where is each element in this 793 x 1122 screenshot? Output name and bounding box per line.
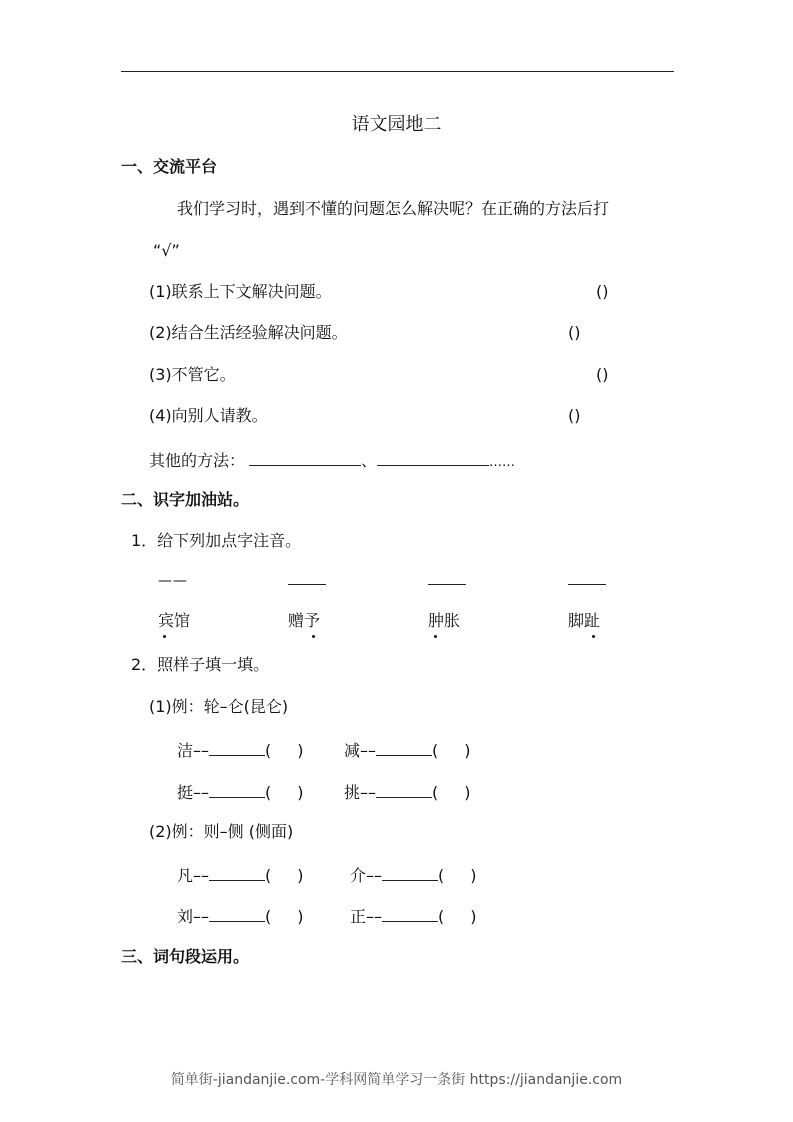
emphasis-dot-2 (312, 635, 315, 638)
other-methods-separator: 、 (361, 451, 378, 470)
paren-close: ) (470, 866, 477, 885)
fill-row (177, 907, 304, 925)
option-1-checkbox-paren[interactable]: () (596, 282, 609, 301)
paren-close: ) (464, 741, 471, 760)
base-char: 刘 (177, 907, 194, 926)
option-1-label: (1)联系上下文解决问题。 (149, 282, 332, 301)
fill-row (350, 866, 477, 884)
paren-open: ( (432, 783, 439, 802)
paren-open: ( (265, 907, 272, 926)
paren-open: ( (438, 907, 445, 926)
base-char: 正 (350, 907, 367, 926)
dash: –– (366, 866, 383, 885)
dash: –– (193, 741, 210, 760)
dash: –– (366, 907, 383, 926)
option-3-label: (3)不管它。 (149, 365, 236, 384)
option-2-label: (2)结合生活经验解决问题。 (149, 323, 348, 342)
fill-row (344, 783, 471, 801)
base-char: 减 (344, 741, 361, 760)
word-4: 脚趾 (568, 611, 601, 630)
other-methods-line (149, 451, 515, 469)
base-char: 洁 (177, 741, 194, 760)
paren-open: ( (265, 783, 272, 802)
emphasis-dot-1 (163, 635, 166, 638)
char-blank[interactable] (382, 866, 438, 881)
other-methods-ellipsis: …… (489, 455, 516, 470)
page-title: 语文园地二 (351, 114, 442, 135)
fill-row (344, 741, 471, 759)
section-1-heading: 一、交流平台 (121, 157, 218, 176)
option-3-checkbox-paren[interactable]: () (596, 365, 609, 384)
char-blank[interactable] (209, 907, 265, 922)
paren-open: ( (432, 741, 439, 760)
emphasis-dot-3 (434, 635, 437, 638)
section-1-intro-line-2: “√” (153, 241, 180, 260)
pinyin-blank-3[interactable] (428, 584, 466, 585)
char-blank[interactable] (376, 741, 432, 756)
char-blank[interactable] (382, 907, 438, 922)
fill-row (177, 783, 304, 801)
base-char: 介 (350, 866, 367, 885)
other-method-blank-1[interactable] (249, 451, 361, 466)
char-blank[interactable] (209, 866, 265, 881)
paren-close: ) (470, 907, 477, 926)
fill-row (177, 741, 304, 759)
option-4-label: (4)向别人请教。 (149, 406, 268, 425)
other-methods-label: 其他的方法： (149, 451, 246, 470)
emphasis-dot-4 (592, 635, 595, 638)
part-2-example: (2)例：则–侧 (侧面) (149, 822, 294, 841)
paren-close: ) (297, 741, 304, 760)
paren-close: ) (297, 783, 304, 802)
dash: –– (193, 907, 210, 926)
dash: –– (193, 783, 210, 802)
word-1: 宾馆 (158, 611, 191, 630)
paren-open: ( (265, 866, 272, 885)
word-3: 肿胀 (428, 611, 461, 630)
header-rule (121, 71, 674, 72)
question-2-prompt: 2．照样子填一填。 (131, 655, 270, 674)
pinyin-blank-2[interactable] (288, 584, 326, 585)
base-char: 凡 (177, 866, 194, 885)
pinyin-blank-4[interactable] (568, 584, 606, 585)
base-char: 挑 (344, 783, 361, 802)
paren-close: ) (297, 907, 304, 926)
dash: –– (360, 783, 377, 802)
paren-open: ( (265, 741, 272, 760)
pinyin-blank-1[interactable]: —— (158, 573, 188, 589)
dash: –– (193, 866, 210, 885)
char-blank[interactable] (209, 741, 265, 756)
question-1-prompt: 1．给下列加点字注音。 (131, 531, 302, 550)
part-1-example: (1)例：轮–仑(昆仑) (149, 697, 289, 716)
section-3-heading: 三、词句段运用。 (121, 947, 250, 966)
fill-row (350, 907, 477, 925)
paren-close: ) (464, 783, 471, 802)
section-2-heading: 二、识字加油站。 (121, 490, 250, 509)
fill-row (177, 866, 304, 884)
section-1-intro-line-1: 我们学习时，遇到不懂的问题怎么解决呢？在正确的方法后打 (177, 199, 610, 218)
base-char: 挺 (177, 783, 194, 802)
other-method-blank-2[interactable] (377, 451, 489, 466)
option-4-checkbox-paren[interactable]: () (568, 406, 581, 425)
paren-open: ( (438, 866, 445, 885)
dash: –– (360, 741, 377, 760)
option-2-checkbox-paren[interactable]: () (568, 323, 581, 342)
char-blank[interactable] (209, 783, 265, 798)
page-footer: 简单街-jiandanjie.com-学科网简单学习一条街 https://jiandanjie.com (170, 1072, 623, 1088)
word-2: 赠予 (288, 611, 321, 630)
char-blank[interactable] (376, 783, 432, 798)
paren-close: ) (297, 866, 304, 885)
